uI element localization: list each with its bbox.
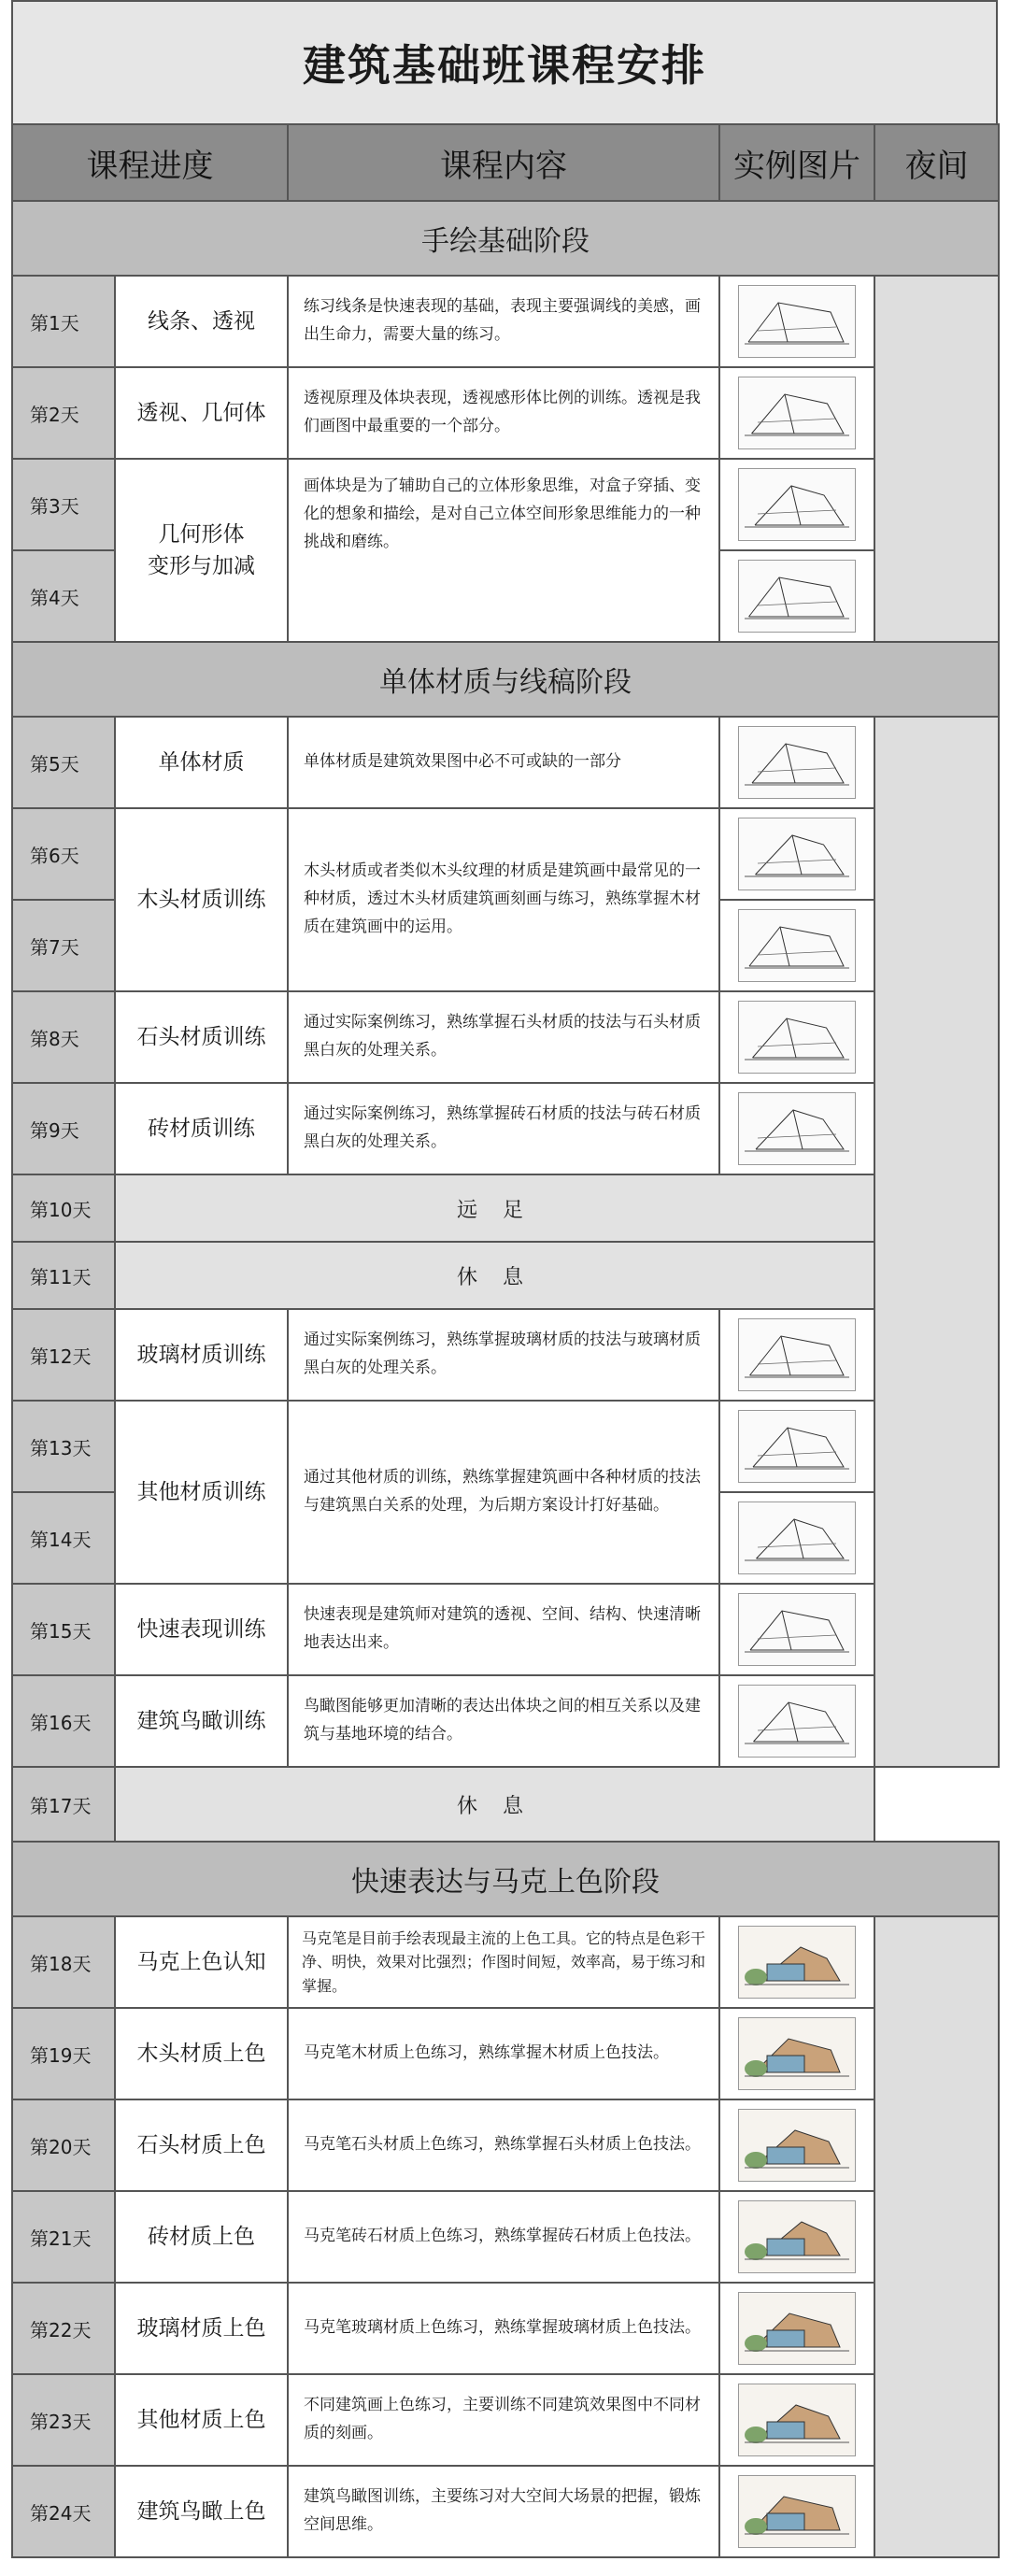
- topic-cell: 线条、透视: [115, 276, 288, 367]
- sketch-image: [738, 1593, 856, 1666]
- table-row: [12, 2191, 999, 2283]
- sketch-image: [738, 285, 856, 358]
- desc-cell: 马克笔木材质上色练习，熟练掌握木材质上色技法。: [288, 2008, 719, 2099]
- day-label: 第12天: [12, 1309, 115, 1401]
- day-label: 第10天: [12, 1174, 115, 1242]
- table-row: [12, 1083, 999, 1174]
- desc-cell: 马克笔玻璃材质上色练习，熟练掌握玻璃材质上色技法。: [288, 2283, 719, 2374]
- desc-cell: 单体材质是建筑效果图中必不可或缺的一部分: [288, 717, 719, 808]
- desc-cell: 快速表现是建筑师对建筑的透视、空间、结构、快速清晰地表达出来。: [288, 1584, 719, 1675]
- day-label: 第8天: [12, 991, 115, 1083]
- sketch-image: [738, 1092, 856, 1165]
- table-row: [12, 1767, 999, 1842]
- sketch-image: [738, 1001, 856, 1074]
- day-label: 第21天: [12, 2191, 115, 2283]
- table-row: [12, 808, 999, 900]
- table-row: [12, 2008, 999, 2099]
- desc-cell: 画体块是为了辅助自己的立体形象思维，对盒子穿插、变化的想象和描绘，是对自己立体空间形象思维能力的一种挑战和磨练。: [288, 459, 719, 642]
- table-row: [12, 1242, 999, 1309]
- day-label: 第18天: [12, 1916, 115, 2008]
- table-row: [12, 717, 999, 808]
- desc-cell: 建筑鸟瞰图训练，主要练习对大空间大场景的把握，锻炼空间思维。: [288, 2466, 719, 2557]
- topic-cell: 快速表现训练: [115, 1584, 288, 1675]
- header-images: 实例图片: [719, 124, 874, 201]
- topic-cell: 石头材质训练: [115, 991, 288, 1083]
- header-content: 课程内容: [288, 124, 719, 201]
- table-row: [12, 459, 999, 550]
- event-cell: 远 足: [115, 1174, 874, 1242]
- topic-cell: 砖材质上色: [115, 2191, 288, 2283]
- stage-title: 快速表达与马克上色阶段: [12, 1842, 999, 1916]
- table-row: [12, 1584, 999, 1675]
- desc-cell: 马克笔砖石材质上色练习，熟练掌握砖石材质上色技法。: [288, 2191, 719, 2283]
- day-label: 第20天: [12, 2099, 115, 2191]
- day-label: 第2天: [12, 367, 115, 459]
- night-cell: [874, 717, 999, 1767]
- sketch-image: [738, 818, 856, 890]
- marker-sketch-image: [738, 2292, 856, 2365]
- table-row: [12, 1916, 999, 2008]
- sketch-image: [738, 726, 856, 799]
- sketch-image: [738, 377, 856, 449]
- topic-cell: 单体材质: [115, 717, 288, 808]
- topic-cell: 建筑鸟瞰训练: [115, 1675, 288, 1767]
- topic-cell: 其他材质训练: [115, 1401, 288, 1584]
- day-label: 第23天: [12, 2374, 115, 2466]
- marker-sketch-image: [738, 2109, 856, 2182]
- stage-title: 单体材质与线稿阶段: [12, 642, 999, 717]
- day-label: 第19天: [12, 2008, 115, 2099]
- table-row: [12, 2099, 999, 2191]
- day-label: 第24天: [12, 2466, 115, 2557]
- desc-cell: 通过其他材质的训练，熟练掌握建筑画中各种材质的技法与建筑黑白关系的处理，为后期方案设计打好基础。: [288, 1401, 719, 1584]
- marker-sketch-image: [738, 2200, 856, 2273]
- sketch-image: [738, 909, 856, 982]
- day-label: 第14天: [12, 1492, 115, 1584]
- day-label: 第22天: [12, 2283, 115, 2374]
- night-cell: [874, 1916, 999, 2557]
- sketch-image: [738, 1501, 856, 1574]
- day-label: 第4天: [12, 550, 115, 642]
- sketch-image: [738, 1318, 856, 1391]
- page-title: 建筑基础班课程安排: [11, 0, 998, 123]
- day-label: 第5天: [12, 717, 115, 808]
- desc-cell: 木头材质或者类似木头纹理的材质是建筑画中最常见的一种材质，透过木头材质建筑画刻画与练习，熟练掌握木材质在建筑画中的运用。: [288, 808, 719, 991]
- marker-sketch-image: [738, 2017, 856, 2090]
- topic-cell: 几何形体 变形与加减: [115, 459, 288, 642]
- topic-cell: 其他材质上色: [115, 2374, 288, 2466]
- topic-cell: 透视、几何体: [115, 367, 288, 459]
- day-label: 第9天: [12, 1083, 115, 1174]
- topic-cell: 石头材质上色: [115, 2099, 288, 2191]
- desc-cell: 不同建筑画上色练习，主要训练不同建筑效果图中不同材质的刻画。: [288, 2374, 719, 2466]
- sketch-image: [738, 468, 856, 541]
- day-label: 第15天: [12, 1584, 115, 1675]
- day-label: 第7天: [12, 900, 115, 991]
- schedule-table: [11, 123, 1000, 2558]
- table-row: [12, 1675, 999, 1767]
- header-progress: 课程进度: [12, 124, 288, 201]
- sketch-image: [738, 560, 856, 633]
- day-label: 第17天: [12, 1767, 115, 1842]
- night-cell: [874, 276, 999, 642]
- schedule-page: [11, 0, 998, 2558]
- desc-cell: 通过实际案例练习，熟练掌握砖石材质的技法与砖石材质黑白灰的处理关系。: [288, 1083, 719, 1174]
- stage-title: 手绘基础阶段: [12, 201, 999, 276]
- topic-cell: 砖材质训练: [115, 1083, 288, 1174]
- day-label: 第11天: [12, 1242, 115, 1309]
- desc-cell: 透视原理及体块表现，透视感形体比例的训练。透视是我们画图中最重要的一个部分。: [288, 367, 719, 459]
- table-row: [12, 1401, 999, 1492]
- marker-sketch-image: [738, 2384, 856, 2456]
- table-header: [12, 124, 999, 201]
- day-label: 第6天: [12, 808, 115, 900]
- topic-cell: 马克上色认知: [115, 1916, 288, 2008]
- table-row: [12, 2374, 999, 2466]
- desc-cell: 练习线条是快速表现的基础，表现主要强调线的美感，画出生命力，需要大量的练习。: [288, 276, 719, 367]
- header-night: 夜间: [874, 124, 999, 201]
- table-row: [12, 367, 999, 459]
- topic-cell: 玻璃材质上色: [115, 2283, 288, 2374]
- table-row: [12, 1174, 999, 1242]
- desc-cell: 通过实际案例练习，熟练掌握石头材质的技法与石头材质黑白灰的处理关系。: [288, 991, 719, 1083]
- marker-sketch-image: [738, 1926, 856, 1999]
- topic-cell: 玻璃材质训练: [115, 1309, 288, 1401]
- topic-cell: 木头材质训练: [115, 808, 288, 991]
- desc-cell: 马克笔石头材质上色练习，熟练掌握石头材质上色技法。: [288, 2099, 719, 2191]
- topic-cell: 木头材质上色: [115, 2008, 288, 2099]
- event-cell: 休 息: [115, 1242, 874, 1309]
- event-cell: 休 息: [115, 1767, 874, 1842]
- table-row: [12, 991, 999, 1083]
- marker-sketch-image: [738, 2475, 856, 2548]
- sketch-image: [738, 1410, 856, 1483]
- table-row: [12, 2466, 999, 2557]
- desc-cell: 通过实际案例练习，熟练掌握玻璃材质的技法与玻璃材质黑白灰的处理关系。: [288, 1309, 719, 1401]
- table-row: [12, 276, 999, 367]
- day-label: 第16天: [12, 1675, 115, 1767]
- day-label: 第1天: [12, 276, 115, 367]
- desc-cell: 马克笔是目前手绘表现最主流的上色工具。它的特点是色彩干净、明快，效果对比强烈；作图时间短，效率高，易于练习和掌握。: [288, 1916, 719, 2008]
- sketch-image: [738, 1685, 856, 1758]
- table-row: [12, 1309, 999, 1401]
- day-label: 第3天: [12, 459, 115, 550]
- desc-cell: 鸟瞰图能够更加清晰的表达出体块之间的相互关系以及建筑与基地环境的结合。: [288, 1675, 719, 1767]
- day-label: 第13天: [12, 1401, 115, 1492]
- topic-cell: 建筑鸟瞰上色: [115, 2466, 288, 2557]
- table-row: [12, 2283, 999, 2374]
